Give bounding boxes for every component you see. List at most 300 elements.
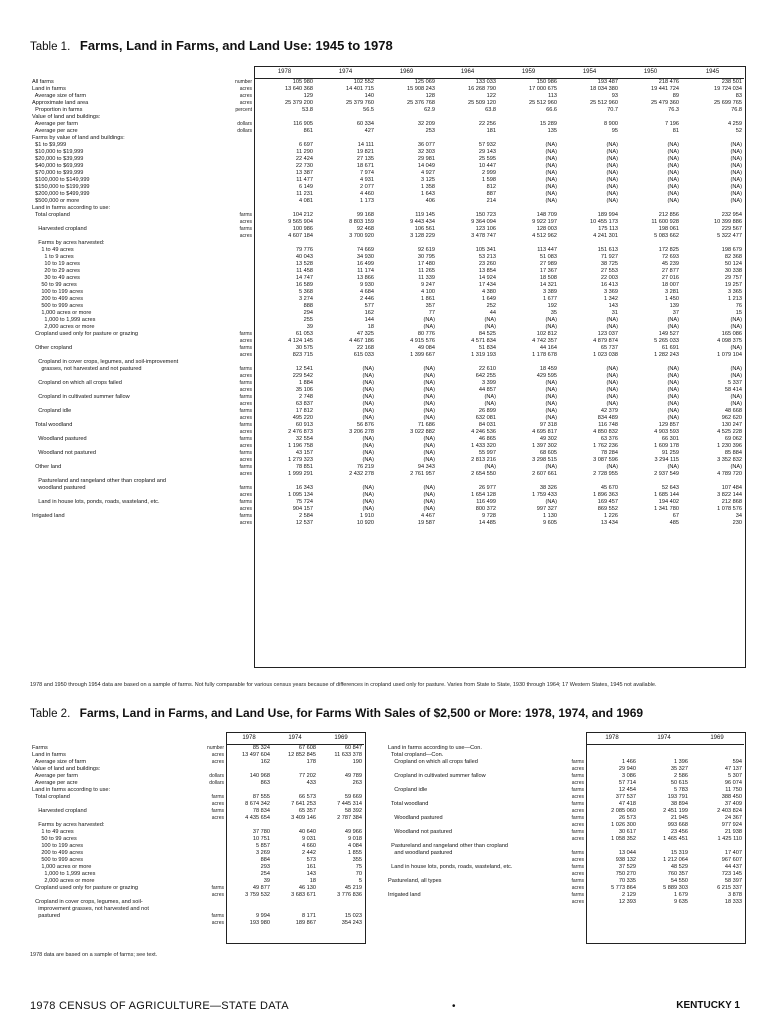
cell-value: 1 196 758: [288, 443, 313, 449]
cell-value: 58 392: [344, 808, 362, 814]
cell-value: 3 365: [728, 289, 742, 295]
row-unit: [226, 170, 254, 177]
cell-value: 102 552: [353, 79, 374, 85]
row-unit: number: [235, 78, 252, 85]
table-row: [30, 303, 744, 310]
cell-value: (NA): [667, 191, 679, 197]
cell-value: 13 434: [600, 520, 618, 526]
table-row: [30, 275, 744, 282]
cell-value: 4 607 184: [288, 233, 313, 239]
cell-value: 58 414: [724, 387, 742, 393]
row-label: Woodland not pastured: [388, 828, 452, 835]
cell-value: 48 529: [670, 863, 688, 870]
table-row: [30, 443, 744, 450]
cell-value: (NA): [362, 443, 374, 449]
cell-value: 113: [548, 93, 557, 99]
cell-value: 1 130: [543, 513, 557, 519]
cell-value: 139: [669, 303, 679, 309]
cell-value: 4 512 962: [532, 233, 557, 239]
cell-value: 162: [364, 310, 374, 316]
cell-value: 9 728: [482, 513, 496, 519]
row-unit: acres: [211, 752, 224, 758]
unit-header: [558, 732, 586, 745]
cell-value: 21 945: [670, 814, 688, 821]
cell-value: 3 352 832: [717, 457, 742, 463]
row-unit: [226, 177, 254, 184]
cell-value: 1 341 780: [654, 506, 679, 512]
table-row: [30, 843, 364, 850]
cell-value: 632 081: [475, 415, 496, 421]
row-label: [386, 871, 558, 878]
cell-value: 194 402: [658, 499, 679, 505]
cell-value: (NA): [667, 149, 679, 155]
row-unit: farms: [239, 331, 252, 337]
cell-value: (NA): [362, 394, 374, 400]
table2-label: Table 2.: [30, 708, 71, 720]
cell-value: 14 747: [295, 275, 313, 281]
row-unit: acres: [571, 821, 584, 828]
cell-value: 71 686: [417, 422, 435, 428]
table-row: [30, 205, 744, 212]
cell-value: (NA): [362, 457, 374, 463]
cell-value: [315, 205, 376, 212]
cell-value: 15 289: [539, 121, 557, 127]
cell-value: 25 379 200: [285, 100, 313, 106]
table-row: [386, 780, 744, 787]
row-label: Harvested cropland: [32, 808, 87, 814]
row-unit: [226, 289, 254, 296]
cell-value: 57 714: [618, 779, 636, 786]
cell-value: (NA): [423, 366, 435, 372]
cell-value: 1 026 300: [611, 821, 636, 828]
row-unit: acres: [239, 520, 252, 526]
cell-value: 5: [358, 878, 362, 884]
cell-value: 25 512 960: [529, 100, 557, 106]
cell-value: 22 424: [295, 156, 313, 162]
row-label: [386, 836, 558, 843]
row-label: [30, 801, 198, 808]
table-row: [30, 366, 744, 373]
row-label: Total woodland: [32, 422, 73, 428]
cell-value: (NA): [545, 401, 557, 407]
footer-state-page: KENTUCKY 1: [676, 1000, 740, 1011]
table-row: [386, 843, 744, 850]
cell-value: (NA): [423, 499, 435, 505]
cell-value: (NA): [730, 394, 742, 400]
table-row: [30, 240, 744, 247]
cell-value: 5 083 662: [654, 233, 679, 239]
cell-value: 37 529: [618, 863, 636, 870]
cell-value: 433: [306, 780, 316, 786]
cell-value: 15 319: [670, 849, 688, 856]
cell-value: (NA): [730, 401, 742, 407]
cell-value: 148 709: [536, 212, 557, 218]
unit-header: [226, 66, 254, 79]
cell-value: 119 145: [415, 212, 435, 218]
cell-value: (NA): [667, 394, 679, 400]
cell-value: 49 789: [344, 773, 362, 779]
cell-value: 39: [306, 324, 313, 330]
footer-publication: 1978 CENSUS OF AGRICULTURE—STATE DATA: [30, 1000, 289, 1012]
row-label: [30, 443, 226, 450]
cell-value: 14 321: [539, 282, 557, 288]
cell-value: 44 164: [539, 345, 557, 351]
cell-value: 427: [364, 128, 374, 134]
cell-value: 17 480: [417, 261, 435, 267]
row-unit: [198, 836, 226, 843]
cell-value: 4 850 832: [593, 429, 618, 435]
cell-value: (NA): [423, 436, 435, 442]
cell-value: 229 567: [721, 226, 742, 232]
cell-value: 53.8: [302, 107, 313, 113]
cell-value: 212 856: [658, 212, 679, 218]
cell-value: (NA): [484, 324, 496, 330]
cell-value: [437, 135, 498, 142]
cell-value: (NA): [667, 156, 679, 162]
table-row: [30, 184, 744, 191]
row-label: Land in farms according to use—Con.: [388, 744, 482, 751]
unit-header: [198, 732, 226, 745]
row-unit: [226, 205, 254, 212]
row-label: Pastureland and rangeland other than cropland and: [32, 478, 167, 484]
cell-value: 18 459: [539, 366, 557, 372]
row-unit: [198, 787, 226, 794]
cell-value: 44 857: [478, 387, 496, 393]
cell-value: 760 357: [667, 870, 688, 877]
footer-bullet: •: [452, 1001, 456, 1012]
cell-value: 67: [672, 513, 679, 519]
cell-value: 140: [364, 93, 374, 99]
cell-value: 8 171: [302, 913, 316, 919]
cell-value: 76.3: [668, 107, 679, 113]
cell-value: 50 124: [724, 261, 742, 267]
cell-value: 252: [486, 303, 496, 309]
cell-value: 19 724 034: [714, 86, 742, 92]
cell-value: (NA): [667, 317, 679, 323]
table-row: [30, 401, 744, 408]
cell-value: 11 174: [357, 268, 374, 274]
cell-value: 49 877: [252, 885, 270, 891]
cell-value: [254, 114, 315, 121]
cell-value: 66.6: [546, 107, 557, 113]
table-row: [386, 801, 744, 808]
cell-value: 3 125: [421, 177, 435, 183]
cell-value: (NA): [362, 401, 374, 407]
cell-value: [226, 899, 272, 906]
cell-value: 25 509 120: [468, 100, 496, 106]
cell-value: [315, 359, 376, 366]
cell-value: 23 260: [478, 261, 496, 267]
cell-value: 24 367: [724, 814, 742, 821]
cell-value: 254: [260, 871, 270, 877]
table-row: [30, 107, 744, 114]
cell-value: 13 044: [618, 849, 636, 856]
cell-value: 29 757: [724, 275, 742, 281]
row-label: [30, 401, 226, 408]
table-row: [30, 317, 744, 324]
cell-value: [254, 135, 315, 142]
cell-value: 54 550: [670, 877, 688, 884]
year-header: 1974: [272, 732, 318, 745]
year-header: 1954: [559, 66, 620, 79]
cell-value: [586, 843, 638, 850]
cell-value: [620, 240, 681, 247]
cell-value: (NA): [545, 415, 557, 421]
cell-value: 5 368: [299, 289, 313, 295]
table-row: [30, 268, 744, 275]
table-row: [30, 247, 744, 254]
cell-value: (NA): [606, 366, 618, 372]
row-unit: acres: [571, 856, 584, 863]
cell-value: 107 484: [721, 485, 742, 491]
cell-value: 1 433 320: [471, 443, 496, 449]
cell-value: 150 723: [475, 212, 496, 218]
cell-value: 133 033: [475, 79, 496, 85]
cell-value: [437, 359, 498, 366]
cell-value: 47 325: [356, 331, 374, 337]
table-row: [386, 850, 744, 857]
cell-value: 19 587: [417, 520, 435, 526]
cell-value: 485: [669, 520, 679, 526]
table-row: [386, 829, 744, 836]
row-unit: [226, 142, 254, 149]
cell-value: 938 132: [615, 856, 636, 863]
table-row: [30, 857, 364, 864]
cell-value: [437, 205, 498, 212]
row-unit: farms: [571, 828, 584, 835]
cell-value: 11 290: [296, 149, 313, 155]
cell-value: 48 668: [724, 408, 742, 414]
cell-value: 1 178 678: [532, 352, 557, 358]
row-unit: acres: [571, 835, 584, 842]
cell-value: 12 393: [618, 898, 636, 905]
cell-value: 1 095 134: [288, 492, 313, 498]
cell-value: 1 058 352: [611, 835, 636, 842]
row-unit: acres: [239, 352, 252, 358]
cell-value: 38 894: [670, 800, 688, 807]
row-label: [30, 920, 198, 927]
cell-value: 22 610: [478, 366, 496, 372]
table-row: [30, 359, 744, 366]
cell-value: [559, 135, 620, 142]
table-row: [386, 871, 744, 878]
cell-value: (NA): [606, 464, 618, 470]
cell-value: [681, 205, 744, 212]
cell-value: 99 168: [356, 212, 374, 218]
cell-value: 18 007: [661, 282, 679, 288]
cell-value: 1 677: [543, 296, 557, 302]
table-row: [30, 394, 744, 401]
cell-value: 615 033: [353, 352, 374, 358]
table-row: [30, 198, 744, 205]
row-label: Average per farm: [32, 773, 78, 779]
table-row: [30, 352, 744, 359]
cell-value: 2 787 384: [337, 815, 362, 821]
cell-value: 38 326: [539, 485, 557, 491]
table-row: [386, 773, 744, 780]
cell-value: 36 077: [417, 142, 435, 148]
cell-value: 190: [352, 759, 362, 765]
cell-value: (NA): [545, 170, 557, 176]
cell-value: [318, 787, 364, 794]
cell-value: [498, 135, 559, 142]
table1-heading: Farms, Land in Farms, and Land Use: 1945 to 1978: [79, 38, 393, 53]
cell-value: 104 212: [292, 212, 313, 218]
cell-value: 18 671: [356, 163, 374, 169]
cell-value: [254, 240, 315, 247]
table-row: [386, 864, 744, 871]
cell-value: (NA): [730, 149, 742, 155]
cell-value: 18 508: [539, 275, 557, 281]
row-unit: [226, 149, 254, 156]
table-row: [30, 338, 744, 345]
cell-value: 30 617: [618, 828, 636, 835]
cell-value: 63.8: [485, 107, 496, 113]
cell-value: 17 407: [724, 849, 742, 856]
year-header: 1969: [318, 732, 364, 745]
row-unit: acres: [571, 765, 584, 772]
row-label: Cropland idle: [388, 786, 428, 793]
cell-value: [376, 114, 437, 121]
cell-value: 11 600 928: [651, 219, 679, 225]
cell-value: 135: [547, 128, 557, 134]
table-row: [386, 857, 744, 864]
cell-value: 40 043: [295, 254, 313, 260]
cell-value: 81: [672, 128, 679, 134]
cell-value: 1 213: [728, 296, 742, 302]
cell-value: 125 069: [414, 79, 435, 85]
cell-value: 100 986: [292, 226, 313, 232]
cell-value: 1 358: [421, 184, 435, 190]
cell-value: (NA): [730, 464, 742, 470]
row-label: and woodland pastured: [388, 849, 453, 856]
cell-value: [498, 359, 559, 366]
cell-value: 75: [355, 864, 362, 870]
row-label: Woodland pastured: [32, 436, 87, 442]
row-unit: farms: [571, 814, 584, 821]
cell-value: 13 528: [295, 261, 313, 267]
table-row: [30, 920, 364, 927]
row-label: 100 to 199 acres: [32, 843, 83, 849]
row-label: woodland pastured: [32, 485, 86, 491]
cell-value: [272, 766, 318, 773]
cell-value: (NA): [667, 373, 679, 379]
cell-value: 3 022 882: [410, 429, 435, 435]
row-label: [30, 892, 198, 899]
table2-right: [386, 732, 744, 906]
cell-value: 66 301: [661, 436, 679, 442]
cell-value: 812: [486, 184, 496, 190]
cell-value: 30 338: [724, 268, 742, 274]
stub-header: [30, 732, 198, 745]
table-row: [30, 871, 364, 878]
cell-value: 151 613: [597, 247, 618, 253]
row-label: $500,000 or more: [32, 198, 80, 204]
row-unit: acres: [239, 492, 252, 498]
cell-value: 96 074: [724, 779, 742, 786]
row-label: 30 to 49 acres: [32, 275, 80, 281]
cell-value: 76: [735, 303, 742, 309]
table-row: [30, 773, 364, 780]
cell-value: 22 168: [356, 345, 374, 351]
cell-value: 52: [735, 128, 742, 134]
cell-value: [272, 787, 318, 794]
cell-value: [437, 478, 498, 485]
cell-value: (NA): [606, 142, 618, 148]
cell-value: 65 357: [298, 808, 316, 814]
table-row: [30, 766, 364, 773]
table-row: [30, 450, 744, 457]
cell-value: 4 467 186: [349, 338, 374, 344]
cell-value: 30 575: [295, 345, 313, 351]
cell-value: [620, 359, 681, 366]
cell-value: 45 239: [661, 261, 679, 267]
cell-value: 577: [364, 303, 374, 309]
cell-value: 57 932: [478, 142, 496, 148]
cell-value: 4 879 874: [593, 338, 618, 344]
row-unit: farms: [239, 513, 252, 519]
cell-value: 14 485: [478, 520, 496, 526]
row-label: 500 to 999 acres: [32, 303, 83, 309]
cell-value: 178: [306, 759, 316, 765]
cell-value: (NA): [667, 163, 679, 169]
row-unit: [226, 310, 254, 317]
cell-value: 723 145: [721, 870, 742, 877]
row-label: Land in farms: [32, 86, 66, 92]
cell-value: (NA): [730, 317, 742, 323]
cell-value: 95: [611, 128, 618, 134]
cell-value: (NA): [423, 401, 435, 407]
cell-value: 4 467: [421, 513, 435, 519]
cell-value: [315, 114, 376, 121]
row-unit: farms: [571, 891, 584, 898]
table1-label: Table 1.: [30, 41, 71, 53]
row-unit: [226, 261, 254, 268]
cell-value: 16 589: [295, 282, 313, 288]
cell-value: 47 137: [724, 765, 742, 772]
cell-value: 1 397 302: [532, 443, 557, 449]
cell-value: 61 053: [295, 331, 313, 337]
cell-value: 63 837: [295, 401, 313, 407]
cell-value: (NA): [423, 408, 435, 414]
cell-value: 294: [303, 310, 313, 316]
row-label: Land in farms according to use:: [32, 205, 111, 211]
cell-value: 2 586: [674, 772, 688, 779]
row-label: 50 to 99 acres: [32, 836, 77, 842]
cell-value: 2 085 060: [611, 807, 636, 814]
cell-value: [559, 240, 620, 247]
cell-value: 4 084: [348, 843, 362, 849]
cell-value: [318, 899, 364, 906]
cell-value: 192: [547, 303, 557, 309]
cell-value: 25 379 760: [346, 100, 374, 106]
row-unit: [226, 191, 254, 198]
cell-value: (NA): [667, 380, 679, 386]
row-label: Harvested cropland: [32, 226, 87, 232]
cell-value: 56.5: [363, 107, 374, 113]
cell-value: (NA): [545, 394, 557, 400]
table-row: [386, 759, 744, 766]
cell-value: (NA): [545, 499, 557, 505]
cell-value: 293: [260, 864, 270, 870]
cell-value: (NA): [730, 366, 742, 372]
cell-value: 6 215 337: [717, 884, 742, 891]
cell-value: (NA): [545, 198, 557, 204]
cell-value: (NA): [362, 450, 374, 456]
cell-value: 27 877: [661, 268, 679, 274]
row-unit: [226, 303, 254, 310]
cell-value: 128: [425, 93, 435, 99]
